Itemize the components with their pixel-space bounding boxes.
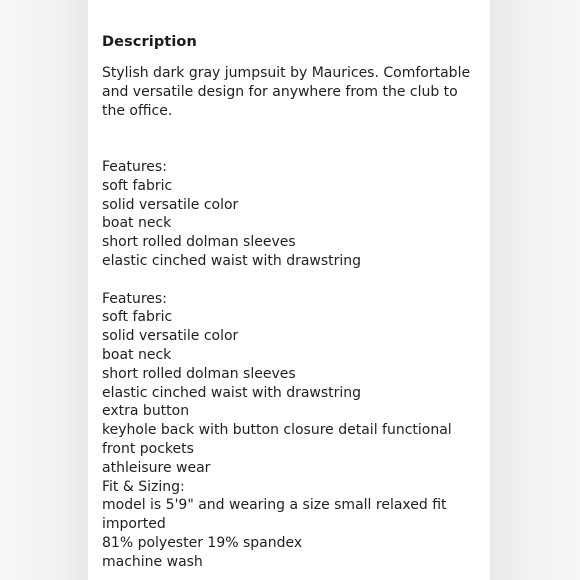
list-item: boat neck	[102, 346, 172, 363]
list-item: solid versatile color	[102, 196, 239, 213]
left-background-strip	[0, 0, 88, 580]
features-block-1	[102, 158, 486, 271]
list-item: Features:	[102, 158, 167, 175]
list-item: solid versatile color	[102, 328, 239, 345]
list-item: extra button	[102, 403, 190, 420]
spacer	[102, 120, 486, 158]
list-item: elastic cinched waist with drawstring	[102, 384, 362, 401]
list-item: imported	[102, 516, 166, 533]
spacer	[102, 271, 486, 290]
features-block-2	[102, 290, 486, 572]
list-item: keyhole back with button closure detail functional	[102, 422, 452, 439]
list-item: Features:	[102, 290, 167, 307]
list-item: athleisure wear	[102, 459, 211, 476]
list-item: model is 5'9" and wearing a size small relaxed fit	[102, 497, 447, 514]
description-panel	[88, 0, 490, 580]
list-item: 81% polyester 19% spandex	[102, 534, 303, 551]
description-intro: Stylish dark gray jumpsuit by Maurices. Comfortable and versatile design for anywhere from the club to the office.	[102, 65, 471, 119]
right-background-strip	[490, 0, 580, 580]
list-item: Fit & Sizing:	[102, 478, 185, 495]
list-item: short rolled dolman sleeves	[102, 234, 296, 251]
description-body	[102, 64, 486, 572]
list-item: soft fabric	[102, 309, 173, 326]
list-item: elastic cinched waist with drawstring	[102, 252, 362, 269]
list-item: boat neck	[102, 215, 172, 232]
list-item: machine wash	[102, 553, 203, 570]
list-item: soft fabric	[102, 177, 173, 194]
list-item: front pockets	[102, 440, 194, 457]
description-heading: Description	[102, 34, 197, 50]
list-item: short rolled dolman sleeves	[102, 365, 296, 382]
